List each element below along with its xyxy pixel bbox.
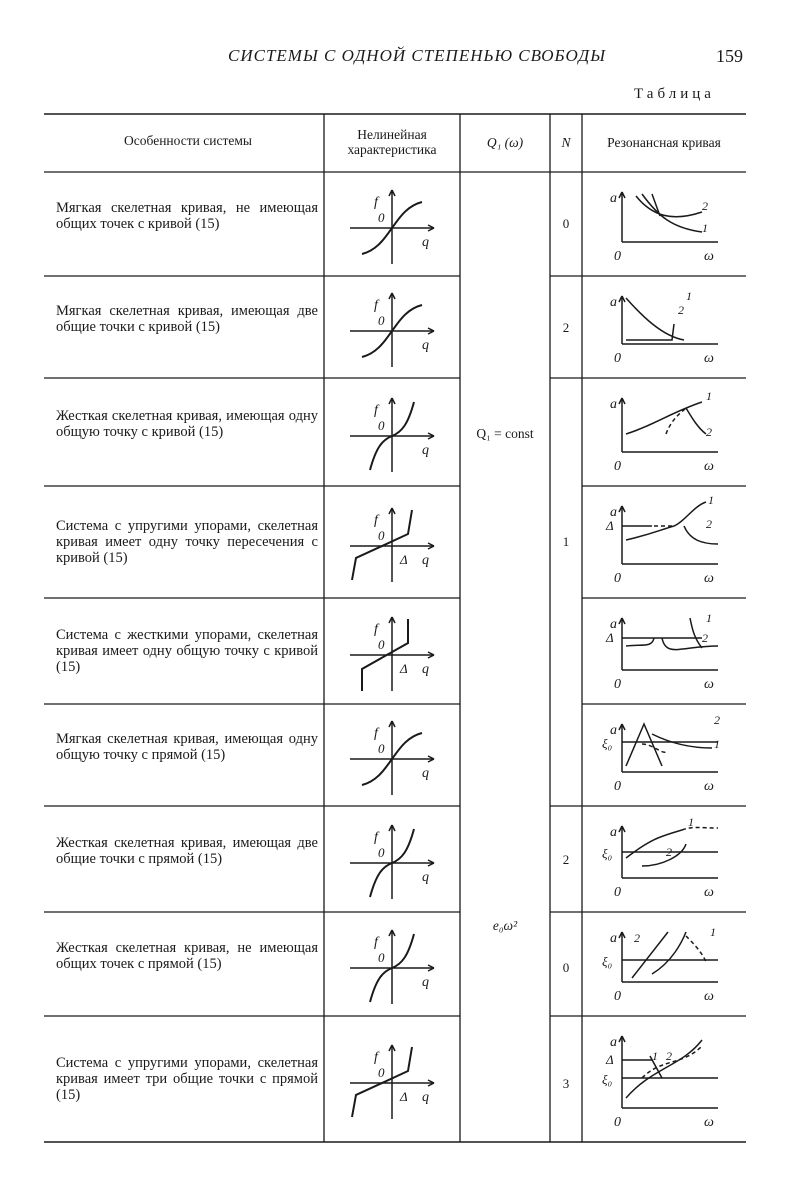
q-label: q — [422, 662, 429, 677]
delta-label: Δ — [606, 518, 614, 533]
curve-label: 1 — [702, 221, 708, 235]
origin-label: 0 — [378, 528, 385, 543]
curve-1 — [626, 402, 702, 434]
row-description: Жесткая скелетная кривая, имеющая одну общую точку с кривой (15) — [56, 408, 318, 440]
curve-label: 2 — [666, 1049, 672, 1063]
characteristic-plot — [350, 293, 434, 367]
origin-label: 0 — [378, 741, 385, 756]
origin-label: 0 — [614, 885, 621, 900]
q-value-const: Q₁ = const — [476, 426, 534, 441]
origin-label: 0 — [378, 845, 385, 860]
origin-label: 0 — [614, 779, 621, 794]
resonance-plot — [602, 815, 718, 900]
header-nonlinear-char: Нелинейная характеристика — [347, 127, 437, 157]
header-n: N — [561, 135, 571, 150]
resonance-plot — [602, 1035, 718, 1130]
curve-label: 2 — [702, 199, 708, 213]
origin-label: 0 — [614, 459, 621, 474]
characteristic-plot — [350, 1045, 434, 1119]
origin-label: 0 — [614, 351, 621, 366]
resonance-plot — [610, 389, 718, 474]
a-label: a — [610, 617, 617, 632]
row-description: Система с упругими упорами, скелетная кривая имеет три общие точки с прямой (15) — [56, 1055, 318, 1103]
origin-label: 0 — [378, 950, 385, 965]
resonance-plot — [610, 289, 718, 366]
origin-label: 0 — [378, 210, 385, 225]
row-n-value: 0 — [562, 960, 570, 975]
curve-label: 2 — [706, 517, 712, 531]
characteristic-plot — [350, 190, 434, 264]
q-label: q — [422, 766, 429, 781]
xi-label: ξ₀ — [602, 954, 613, 969]
curve-1 — [652, 932, 686, 974]
row-description: Жесткая скелетная кривая, имеющая две общие точки с прямой (15) — [56, 835, 318, 867]
a-label: a — [610, 723, 617, 738]
xi-label: ξ₀ — [602, 846, 613, 861]
f-label: f — [374, 298, 378, 313]
omega-label: ω — [704, 677, 714, 692]
curve-label: 1 — [710, 925, 716, 939]
characteristic-plot — [350, 721, 434, 795]
curve-2 — [690, 618, 702, 648]
page-header-title: СИСТЕМЫ С ОДНОЙ СТЕПЕНЬЮ СВОБОДЫ — [228, 46, 607, 65]
row-description: Мягкая скелетная кривая, имеющая две общие точки с кривой (15) — [56, 303, 318, 335]
curve-2 — [626, 324, 674, 340]
omega-label: ω — [704, 459, 714, 474]
row-description: Система с жесткими упорами, скелетная кривая имеет одну общую точку с кривой (15) — [56, 627, 318, 675]
delta-label: Δ — [400, 1089, 408, 1104]
page-number: 159 — [716, 46, 743, 66]
curve-1 — [642, 194, 702, 232]
omega-label: ω — [704, 989, 714, 1004]
q-label: q — [422, 870, 429, 885]
row-n-value: 1 — [562, 534, 570, 549]
omega-label: ω — [704, 1115, 714, 1130]
delta-label: Δ — [606, 1052, 614, 1067]
xi-label: ξ₀ — [602, 1072, 613, 1087]
curve-label: 2 — [678, 303, 684, 317]
curve-label: 2 — [634, 931, 640, 945]
q-label: q — [422, 975, 429, 990]
header-q1: Q₁ (ω) — [486, 135, 524, 150]
a-label: a — [610, 825, 617, 840]
curve-right — [662, 638, 718, 650]
resonance-plot — [605, 611, 718, 692]
f-label: f — [374, 403, 378, 418]
q-label: q — [422, 1090, 429, 1105]
curve-label: 2 — [702, 631, 708, 645]
a-label: a — [610, 1035, 617, 1050]
characteristic-curve — [352, 1047, 412, 1117]
omega-label: ω — [704, 571, 714, 586]
characteristic-plot — [350, 508, 434, 582]
f-label: f — [374, 513, 378, 528]
unstable-branch — [686, 936, 706, 962]
curve-left — [626, 638, 654, 646]
a-label: a — [610, 931, 617, 946]
omega-label: ω — [704, 249, 714, 264]
curve-label: 2 — [666, 845, 672, 859]
curve-label: 1 — [706, 611, 712, 625]
origin-label: 0 — [614, 1115, 621, 1130]
curve-1 — [626, 830, 682, 858]
row-n-value: 0 — [562, 216, 570, 231]
a-label: a — [610, 397, 617, 412]
characteristic-plot — [350, 398, 434, 472]
curve-label: 1 — [686, 289, 692, 303]
curve-label: 1 — [652, 1049, 658, 1063]
q-label: q — [422, 443, 429, 458]
delta-label: Δ — [400, 661, 408, 676]
row-description: Мягкая скелетная кривая, имеющая одну общую точку с прямой (15) — [56, 731, 318, 763]
curve-1 — [626, 1040, 702, 1098]
f-label: f — [374, 1050, 378, 1065]
f-label: f — [374, 830, 378, 845]
row-description: Система с упругими упорами, скелетная кривая имеет одну точку пересечения с кривой (15) — [56, 518, 318, 566]
backbone — [626, 724, 662, 766]
header-resonance-curve: Резонансная кривая — [607, 135, 721, 150]
origin-label: 0 — [378, 418, 385, 433]
q-label: q — [422, 553, 429, 568]
origin-label: 0 — [378, 637, 385, 652]
origin-label: 0 — [378, 1065, 385, 1080]
characteristic-curve — [352, 510, 412, 580]
characteristic-plot — [350, 617, 434, 691]
delta-label: Δ — [400, 552, 408, 567]
curve-label: 1 — [688, 815, 694, 829]
row-n-value: 2 — [562, 852, 570, 867]
origin-label: 0 — [614, 677, 621, 692]
a-label: a — [610, 505, 617, 520]
curve-2 — [684, 526, 718, 544]
q-label: q — [422, 338, 429, 353]
delta-label: Δ — [606, 630, 614, 645]
curve-1 — [626, 526, 674, 540]
curve-label: 1 — [706, 389, 712, 403]
resonance-plot — [605, 493, 718, 586]
curve-label: 2 — [706, 425, 712, 439]
omega-label: ω — [704, 885, 714, 900]
f-label: f — [374, 195, 378, 210]
f-label: f — [374, 726, 378, 741]
resonance-plot — [602, 713, 720, 794]
curve-label: 1 — [708, 493, 714, 507]
curve-2 — [686, 408, 706, 434]
row-description: Мягкая скелетная кривая, не имеющая общих точек с кривой (15) — [56, 200, 318, 232]
q-label: q — [422, 235, 429, 250]
curve-1b — [674, 502, 706, 526]
row-description: Жесткая скелетная кривая, не имеющая общих точек с прямой (15) — [56, 940, 318, 972]
characteristic-plot — [350, 825, 434, 899]
curve-label: 1 — [714, 737, 720, 751]
origin-label: 0 — [614, 989, 621, 1004]
f-label: f — [374, 935, 378, 950]
unstable-branch — [642, 1046, 702, 1078]
resonance-plot — [610, 191, 718, 264]
omega-label: ω — [704, 351, 714, 366]
table-label: Таблица — [634, 86, 715, 102]
origin-label: 0 — [614, 571, 621, 586]
resonance-plot — [602, 925, 718, 1004]
row-n-value: 3 — [562, 1076, 570, 1091]
header-features: Особенности системы — [124, 133, 252, 148]
origin-label: 0 — [378, 313, 385, 328]
origin-label: 0 — [614, 249, 621, 264]
xi-label: ξ₀ — [602, 736, 613, 751]
row-n-value: 2 — [562, 320, 570, 335]
curve-1 — [626, 298, 684, 340]
omega-label: ω — [704, 779, 714, 794]
q-value-e0w2: e₀ω² — [492, 918, 518, 933]
a-label: a — [610, 191, 617, 206]
characteristic-plot — [350, 930, 434, 1004]
a-label: a — [610, 295, 617, 310]
curve-label: 2 — [714, 713, 720, 727]
curve-2 — [642, 844, 686, 866]
f-label: f — [374, 622, 378, 637]
curve-1 — [652, 734, 712, 748]
